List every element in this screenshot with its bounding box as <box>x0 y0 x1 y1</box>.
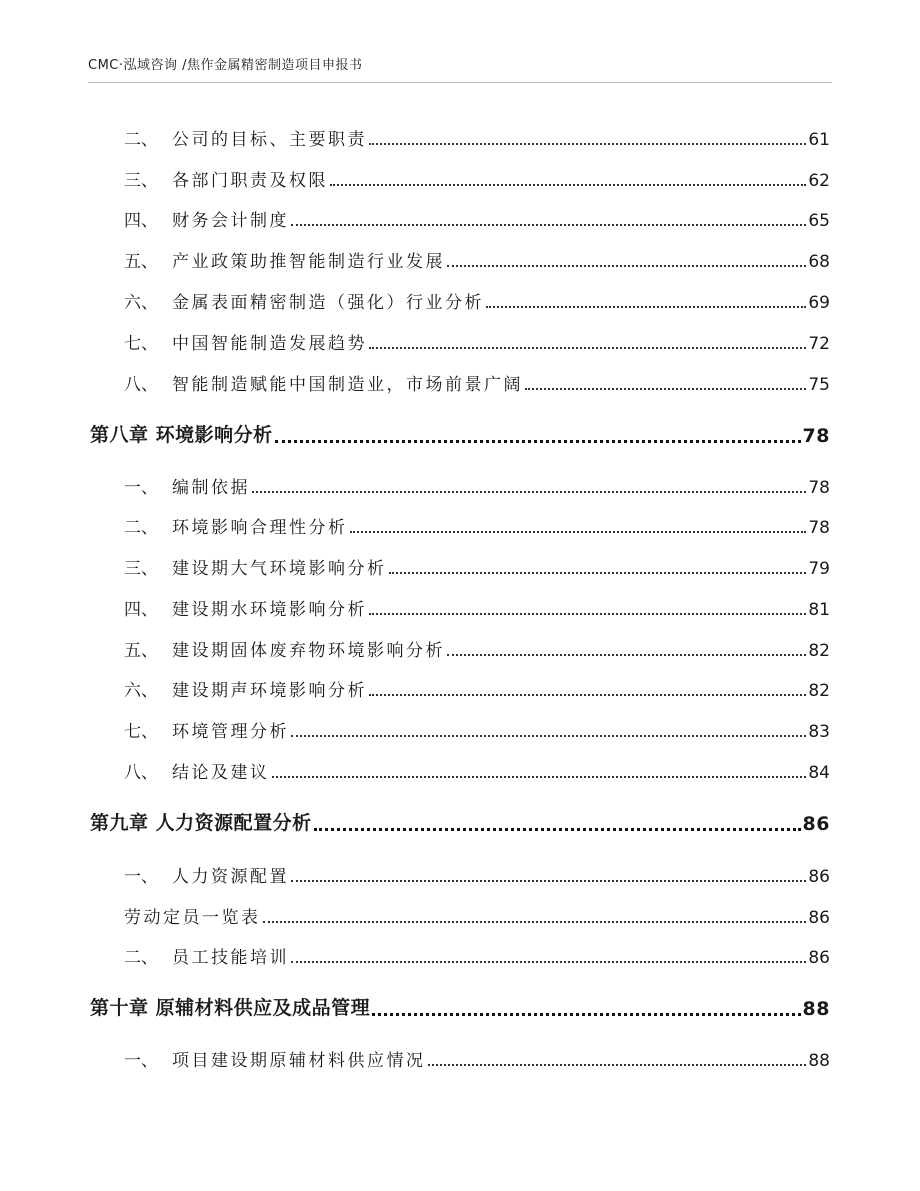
toc-chapter-title: 第九章 人力资源配置分析 <box>90 812 312 834</box>
dot-leader <box>252 490 806 493</box>
toc-entry-title: 金属表面精密制造（强化）行业分析 <box>172 293 484 313</box>
toc-section-entry[interactable] <box>90 861 830 887</box>
toc-entry-number: 二、 <box>124 130 158 150</box>
dot-leader <box>350 530 807 533</box>
toc-section-entry[interactable] <box>90 594 830 620</box>
dot-leader <box>525 387 806 390</box>
toc-page-number: 68 <box>808 252 830 272</box>
toc-entry-number: 三、 <box>124 559 158 579</box>
toc-section-entry[interactable] <box>90 287 830 313</box>
toc-entry-title: 结论及建议 <box>172 763 270 783</box>
toc-entry-title: 智能制造赋能中国制造业，市场前景广阔 <box>172 375 523 395</box>
toc-entry-title: 建设期水环境影响分析 <box>172 600 367 620</box>
toc-entry-label <box>90 206 289 231</box>
toc-section-entry[interactable] <box>90 902 830 928</box>
toc-entry-label <box>90 166 328 191</box>
toc-page-number: 61 <box>808 130 830 150</box>
toc-entry-number: 七、 <box>124 334 158 354</box>
toc-entry-number: 五、 <box>124 252 158 272</box>
toc-section-entry[interactable] <box>90 942 830 968</box>
toc-page-number: 81 <box>808 600 830 620</box>
toc-entry-number: 六、 <box>124 293 158 313</box>
toc-page-number: 86 <box>808 867 830 887</box>
toc-entry-label <box>90 676 367 701</box>
toc-entry-title: 编制依据 <box>172 478 250 498</box>
toc-section-entry[interactable] <box>90 512 830 538</box>
toc-page-number: 82 <box>808 641 830 661</box>
toc-page-number: 79 <box>808 559 830 579</box>
toc-page-number: 86 <box>808 908 830 928</box>
dot-leader <box>369 346 806 349</box>
toc-section-entry[interactable] <box>90 1045 830 1071</box>
toc-section-entry[interactable] <box>90 757 830 783</box>
toc-section-entry[interactable] <box>90 205 830 231</box>
toc-entry-title: 建设期大气环境影响分析 <box>172 559 387 579</box>
toc-page-number: 82 <box>808 681 830 701</box>
toc-entry-label <box>90 943 289 968</box>
toc-section-entry[interactable] <box>90 246 830 272</box>
toc-page-number: 72 <box>808 334 830 354</box>
toc-section-entry[interactable] <box>90 124 830 150</box>
toc-section-entry[interactable] <box>90 369 830 395</box>
toc-entry-label <box>90 473 250 498</box>
toc-entry-label <box>90 1046 426 1071</box>
toc-entry-number: 一、 <box>124 478 158 498</box>
dot-leader <box>314 827 801 831</box>
toc-entry-number: 五、 <box>124 641 158 661</box>
toc-page-number: 69 <box>808 293 830 313</box>
toc-section-entry[interactable] <box>90 716 830 742</box>
toc-entry-title: 环境管理分析 <box>172 722 289 742</box>
toc-entry-title: 项目建设期原辅材料供应情况 <box>172 1051 426 1071</box>
toc-entry-number: 三、 <box>124 171 158 191</box>
toc-entry-label <box>90 862 289 887</box>
toc-entry-title: 员工技能培训 <box>172 948 289 968</box>
toc-page-number: 88 <box>802 998 830 1020</box>
toc-entry-label <box>90 717 289 742</box>
page-header: CMC·泓域咨询 /焦作金属精密制造项目申报书 <box>88 58 363 73</box>
dot-leader <box>291 879 806 882</box>
toc-entry-title: 环境影响合理性分析 <box>172 518 348 538</box>
dot-leader <box>291 734 806 737</box>
toc-entry-number: 一、 <box>124 1051 158 1071</box>
dot-leader <box>447 653 806 656</box>
dot-leader <box>389 571 807 574</box>
toc-entry-number: 四、 <box>124 600 158 620</box>
toc-page-number: 78 <box>808 478 830 498</box>
toc-page-number: 75 <box>808 375 830 395</box>
dot-leader <box>275 439 801 443</box>
toc-page-number: 88 <box>808 1051 830 1071</box>
toc-entry-label <box>90 329 367 354</box>
toc-entry-label <box>90 595 367 620</box>
toc-entry-title: 产业政策助推智能制造行业发展 <box>172 252 445 272</box>
toc-entry-number: 二、 <box>124 948 158 968</box>
toc-entry-title: 人力资源配置 <box>172 867 289 887</box>
toc-chapter-entry[interactable] <box>90 809 830 835</box>
toc-section-entry[interactable] <box>90 472 830 498</box>
toc-chapter-entry[interactable] <box>90 421 830 447</box>
toc-entry-title: 劳动定员一览表 <box>124 908 261 928</box>
dot-leader <box>447 264 806 267</box>
toc-page-number: 65 <box>808 211 830 231</box>
dot-leader <box>272 775 807 778</box>
toc-page-number: 83 <box>808 722 830 742</box>
toc-entry-label <box>90 554 387 579</box>
toc-entry-label <box>90 513 348 538</box>
toc-entry-label <box>90 636 445 661</box>
toc-page-number: 86 <box>802 813 830 835</box>
dot-leader <box>369 693 806 696</box>
toc-entry-label <box>90 370 523 395</box>
toc-entry-label <box>90 288 484 313</box>
toc-section-entry[interactable] <box>90 553 830 579</box>
toc-page-number: 86 <box>808 948 830 968</box>
dot-leader <box>291 223 806 226</box>
toc-chapter-title: 第十章 原辅材料供应及成品管理 <box>90 997 371 1019</box>
header-divider <box>88 82 832 83</box>
toc-page-number: 84 <box>808 763 830 783</box>
toc-entry-number: 四、 <box>124 211 158 231</box>
toc-page-number: 78 <box>808 518 830 538</box>
toc-section-entry[interactable] <box>90 165 830 191</box>
toc-entry-title: 公司的目标、主要职责 <box>172 130 367 150</box>
toc-page-number: 62 <box>808 171 830 191</box>
toc-entry-number: 八、 <box>124 375 158 395</box>
dot-leader <box>369 142 806 145</box>
dot-leader <box>263 920 807 923</box>
toc-section-entry[interactable] <box>90 328 830 354</box>
toc-entry-title: 各部门职责及权限 <box>172 171 328 191</box>
toc-section-entry[interactable] <box>90 675 830 701</box>
toc-entry-title: 财务会计制度 <box>172 211 289 231</box>
dot-leader <box>369 612 806 615</box>
toc-entry-label <box>90 125 367 150</box>
toc-entry-title: 建设期声环境影响分析 <box>172 681 367 701</box>
dot-leader <box>428 1063 807 1066</box>
dot-leader <box>291 960 806 963</box>
dot-leader <box>486 305 806 308</box>
toc-chapter-title: 第八章 环境影响分析 <box>90 424 273 446</box>
dot-leader <box>330 183 806 186</box>
toc-page-number: 78 <box>802 425 830 447</box>
toc-entry-number: 八、 <box>124 763 158 783</box>
toc-chapter-entry[interactable] <box>90 994 830 1020</box>
toc-entry-number: 六、 <box>124 681 158 701</box>
toc-entry-label <box>90 758 270 783</box>
toc-entry-title: 中国智能制造发展趋势 <box>172 334 367 354</box>
toc-entry-number: 二、 <box>124 518 158 538</box>
toc-entry-label <box>90 247 445 272</box>
dot-leader <box>372 1012 800 1016</box>
toc-section-entry[interactable] <box>90 635 830 661</box>
toc-entry-number: 一、 <box>124 867 158 887</box>
toc-entry-number: 七、 <box>124 722 158 742</box>
toc-entry-title: 建设期固体废弃物环境影响分析 <box>172 641 445 661</box>
